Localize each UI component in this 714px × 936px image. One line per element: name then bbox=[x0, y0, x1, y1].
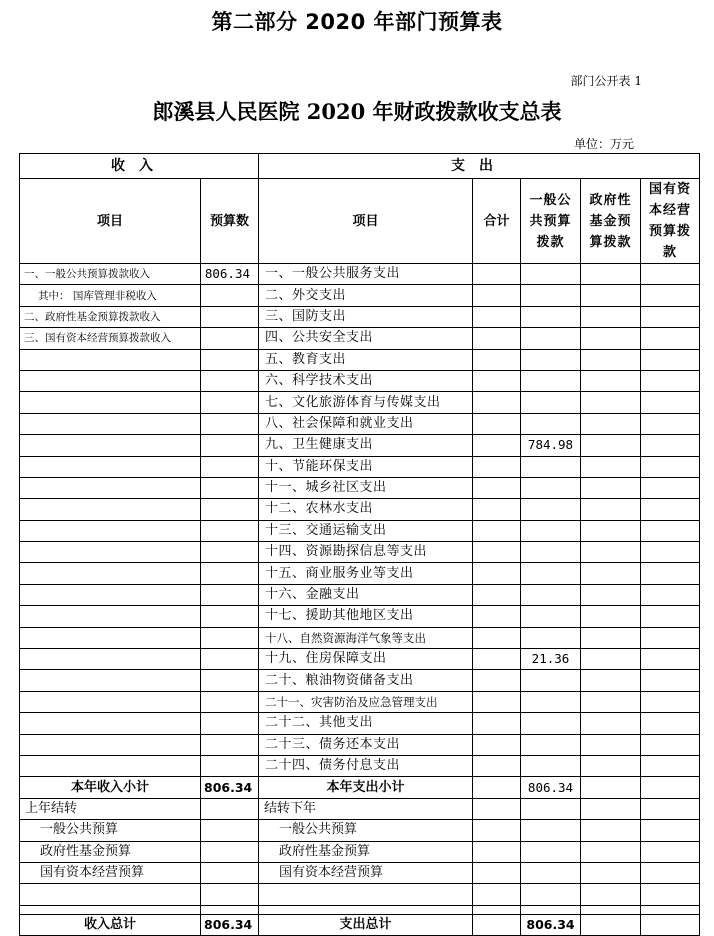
table-row bbox=[20, 413, 700, 434]
table-row bbox=[20, 542, 700, 563]
expense-item: 十四、资源勘探信息等支出 bbox=[259, 542, 473, 563]
expense-general-budget bbox=[521, 713, 581, 734]
table-cell bbox=[259, 884, 473, 905]
expense-soe-budget bbox=[641, 755, 700, 776]
expense-total bbox=[473, 734, 521, 755]
expense-item: 五、教育支出 bbox=[259, 349, 473, 370]
expense-general-budget bbox=[521, 370, 581, 391]
expense-total bbox=[473, 627, 521, 648]
expense-general-budget bbox=[521, 584, 581, 605]
income-item bbox=[20, 477, 201, 498]
expense-fund-budget bbox=[581, 392, 641, 413]
table-cell bbox=[20, 905, 201, 914]
expense-total bbox=[473, 520, 521, 541]
part-title: 第二部分 2020 年部门预算表 bbox=[211, 10, 503, 34]
table-cell bbox=[641, 820, 700, 841]
income-amount bbox=[201, 520, 259, 541]
expense-fund-budget bbox=[581, 734, 641, 755]
income-amount bbox=[201, 499, 259, 520]
expense-total bbox=[473, 713, 521, 734]
expense-item: 十三、交通运输支出 bbox=[259, 520, 473, 541]
table-cell bbox=[521, 884, 581, 905]
income-amount bbox=[201, 306, 259, 327]
expense-subtotal-general: 806.34 bbox=[521, 777, 581, 798]
income-amount bbox=[201, 691, 259, 712]
expense-general-budget bbox=[521, 456, 581, 477]
expense-fund-budget bbox=[581, 328, 641, 349]
col-fund-budget: 政府性基金预算拨款 bbox=[581, 179, 641, 264]
carryover-in-label: 上年结转 bbox=[20, 798, 201, 819]
table-row bbox=[20, 328, 700, 349]
expense-subtotal-fund bbox=[581, 777, 641, 798]
carry-item-row bbox=[20, 862, 700, 883]
table-cell bbox=[581, 862, 641, 883]
income-item bbox=[20, 520, 201, 541]
carry-item-row bbox=[20, 820, 700, 841]
expense-item: 二十、粮油物资储备支出 bbox=[259, 670, 473, 691]
income-amount bbox=[201, 349, 259, 370]
table-cell bbox=[581, 841, 641, 862]
income-amount bbox=[201, 584, 259, 605]
expense-soe-budget bbox=[641, 413, 700, 434]
expense-fund-budget bbox=[581, 670, 641, 691]
expense-soe-budget bbox=[641, 264, 700, 285]
income-amount bbox=[201, 477, 259, 498]
expense-total bbox=[473, 435, 521, 456]
income-amount bbox=[201, 542, 259, 563]
income-item bbox=[20, 734, 201, 755]
expense-total bbox=[473, 691, 521, 712]
income-item bbox=[20, 349, 201, 370]
expense-fund-budget bbox=[581, 542, 641, 563]
expense-general-budget: 21.36 bbox=[521, 649, 581, 670]
expense-total bbox=[473, 285, 521, 306]
table-row bbox=[20, 563, 700, 584]
expense-fund-budget bbox=[581, 456, 641, 477]
income-amount bbox=[201, 734, 259, 755]
table-cell bbox=[641, 841, 700, 862]
carryover-in-item: 政府性基金预算 bbox=[20, 841, 201, 862]
expense-total bbox=[473, 392, 521, 413]
carryover-out-item: 国有资本经营预算 bbox=[259, 862, 473, 883]
income-amount: 806.34 bbox=[201, 264, 259, 285]
income-amount bbox=[201, 285, 259, 306]
table-cell bbox=[581, 884, 641, 905]
expense-soe-budget bbox=[641, 649, 700, 670]
blank-row bbox=[20, 884, 700, 905]
expense-total bbox=[473, 370, 521, 391]
expense-general-budget bbox=[521, 520, 581, 541]
table-cell bbox=[521, 841, 581, 862]
expense-general-budget: 784.98 bbox=[521, 435, 581, 456]
table-row bbox=[20, 713, 700, 734]
expense-general-budget bbox=[521, 563, 581, 584]
expense-header: 支出 bbox=[259, 154, 700, 179]
income-item bbox=[20, 370, 201, 391]
income-item: 三、国有资本经营预算拨款收入 bbox=[20, 328, 201, 349]
expense-soe-budget bbox=[641, 435, 700, 456]
expense-fund-budget bbox=[581, 563, 641, 584]
grand-total-row bbox=[20, 914, 700, 935]
table-cell bbox=[473, 862, 521, 883]
income-amount bbox=[201, 328, 259, 349]
expense-grand-total bbox=[473, 914, 521, 935]
expense-soe-budget bbox=[641, 520, 700, 541]
expense-item: 二十一、灾害防治及应急管理支出 bbox=[259, 691, 473, 712]
expense-general-budget bbox=[521, 306, 581, 327]
income-total-label: 收入总计 bbox=[20, 914, 201, 935]
table-cell bbox=[581, 905, 641, 914]
expense-fund-budget bbox=[581, 370, 641, 391]
expense-general-budget bbox=[521, 392, 581, 413]
table-cell bbox=[581, 820, 641, 841]
expense-fund-budget bbox=[581, 477, 641, 498]
spacer-row bbox=[20, 905, 700, 914]
income-amount bbox=[201, 755, 259, 776]
expense-total bbox=[473, 477, 521, 498]
expense-total bbox=[473, 542, 521, 563]
col-general-budget: 一般公共预算拨款 bbox=[521, 179, 581, 264]
income-amount bbox=[201, 713, 259, 734]
expense-soe-budget bbox=[641, 542, 700, 563]
subtotal-row bbox=[20, 777, 700, 798]
expense-item: 一、一般公共服务支出 bbox=[259, 264, 473, 285]
table-row bbox=[20, 264, 700, 285]
income-item bbox=[20, 649, 201, 670]
expense-fund-budget bbox=[581, 413, 641, 434]
form-number: 部门公开表 1 bbox=[570, 74, 642, 88]
expense-item: 二十四、债务付息支出 bbox=[259, 755, 473, 776]
income-amount bbox=[201, 413, 259, 434]
income-item bbox=[20, 542, 201, 563]
expense-fund-budget bbox=[581, 755, 641, 776]
expense-fund-budget bbox=[581, 649, 641, 670]
expense-item: 十六、金融支出 bbox=[259, 584, 473, 605]
income-amount bbox=[201, 670, 259, 691]
expense-general-budget bbox=[521, 691, 581, 712]
expense-total bbox=[473, 306, 521, 327]
table-row bbox=[20, 435, 700, 456]
expense-fund-budget bbox=[581, 264, 641, 285]
expense-total bbox=[473, 413, 521, 434]
expense-item: 十七、援助其他地区支出 bbox=[259, 606, 473, 627]
expense-general-budget bbox=[521, 627, 581, 648]
col-soe-budget: 国有资本经营预算拨款 bbox=[641, 179, 700, 264]
table-row bbox=[20, 584, 700, 605]
expense-fund-budget bbox=[581, 435, 641, 456]
expense-general-budget bbox=[521, 349, 581, 370]
expense-fund-budget bbox=[581, 349, 641, 370]
income-item bbox=[20, 755, 201, 776]
expense-general-budget bbox=[521, 734, 581, 755]
unit-label: 单位：万元 bbox=[573, 137, 634, 151]
table-row bbox=[20, 691, 700, 712]
carryover-in-amount bbox=[201, 820, 259, 841]
col-budget: 预算数 bbox=[201, 179, 259, 264]
expense-soe-budget bbox=[641, 349, 700, 370]
expense-soe-budget bbox=[641, 584, 700, 605]
expense-general-budget bbox=[521, 477, 581, 498]
table-row bbox=[20, 477, 700, 498]
expense-fund-budget bbox=[581, 499, 641, 520]
table-cell bbox=[521, 798, 581, 819]
col-exp-item: 项目 bbox=[259, 179, 473, 264]
expense-soe-budget bbox=[641, 627, 700, 648]
expense-total-fund bbox=[581, 914, 641, 935]
expense-fund-budget bbox=[581, 520, 641, 541]
expense-soe-budget bbox=[641, 370, 700, 391]
table-cell bbox=[641, 884, 700, 905]
expense-item: 六、科学技术支出 bbox=[259, 370, 473, 391]
carryover-in-item: 一般公共预算 bbox=[20, 820, 201, 841]
expense-soe-budget bbox=[641, 499, 700, 520]
table-row bbox=[20, 285, 700, 306]
income-item bbox=[20, 627, 201, 648]
income-item: 其中： 国库管理非税收入 bbox=[20, 285, 201, 306]
expense-item: 二十三、债务还本支出 bbox=[259, 734, 473, 755]
table-cell bbox=[473, 884, 521, 905]
income-subtotal-amount: 806.34 bbox=[201, 777, 259, 798]
expense-soe-budget bbox=[641, 606, 700, 627]
table-cell bbox=[641, 862, 700, 883]
expense-item: 二十二、其他支出 bbox=[259, 713, 473, 734]
expense-total bbox=[473, 456, 521, 477]
table-row bbox=[20, 499, 700, 520]
expense-soe-budget bbox=[641, 285, 700, 306]
expense-total bbox=[473, 264, 521, 285]
expense-item: 十一、城乡社区支出 bbox=[259, 477, 473, 498]
carryover-in-item: 国有资本经营预算 bbox=[20, 862, 201, 883]
expense-item: 七、文化旅游体育与传媒支出 bbox=[259, 392, 473, 413]
table-cell bbox=[259, 905, 473, 914]
expense-general-budget bbox=[521, 542, 581, 563]
expense-subtotal-label: 本年支出小计 bbox=[259, 777, 473, 798]
page-title: 郎溪县人民医院 2020 年财政拨款收支总表 bbox=[152, 99, 562, 124]
col-total: 合计 bbox=[473, 179, 521, 264]
expense-total bbox=[473, 563, 521, 584]
table-row bbox=[20, 649, 700, 670]
table-row bbox=[20, 306, 700, 327]
income-item bbox=[20, 563, 201, 584]
table-row bbox=[20, 627, 700, 648]
expense-fund-budget bbox=[581, 627, 641, 648]
expense-total bbox=[473, 670, 521, 691]
carry-item-row bbox=[20, 841, 700, 862]
income-item bbox=[20, 691, 201, 712]
table-cell bbox=[521, 862, 581, 883]
income-amount bbox=[201, 606, 259, 627]
carryover-in-amount bbox=[201, 841, 259, 862]
income-header: 收入 bbox=[20, 154, 259, 179]
table-cell bbox=[20, 884, 201, 905]
expense-item: 九、卫生健康支出 bbox=[259, 435, 473, 456]
income-amount bbox=[201, 392, 259, 413]
income-amount bbox=[201, 456, 259, 477]
expense-total bbox=[473, 349, 521, 370]
expense-fund-budget bbox=[581, 713, 641, 734]
expense-soe-budget bbox=[641, 477, 700, 498]
expense-total bbox=[473, 649, 521, 670]
expense-fund-budget bbox=[581, 584, 641, 605]
table-cell bbox=[201, 884, 259, 905]
table-row bbox=[20, 670, 700, 691]
table-row bbox=[20, 755, 700, 776]
table-row bbox=[20, 349, 700, 370]
table-cell bbox=[641, 798, 700, 819]
income-amount bbox=[201, 563, 259, 584]
table-row bbox=[20, 456, 700, 477]
expense-fund-budget bbox=[581, 285, 641, 306]
expense-item: 十八、自然资源海洋气象等支出 bbox=[259, 627, 473, 648]
table-row bbox=[20, 392, 700, 413]
income-amount bbox=[201, 649, 259, 670]
expense-soe-budget bbox=[641, 392, 700, 413]
expense-item: 十五、商业服务业等支出 bbox=[259, 563, 473, 584]
income-amount bbox=[201, 627, 259, 648]
expense-item: 十、节能环保支出 bbox=[259, 456, 473, 477]
table-cell bbox=[521, 820, 581, 841]
carryover-out-label: 结转下年 bbox=[259, 798, 473, 819]
income-item bbox=[20, 584, 201, 605]
col-item: 项目 bbox=[20, 179, 201, 264]
carryover-out-item: 一般公共预算 bbox=[259, 820, 473, 841]
expense-item: 十二、农林水支出 bbox=[259, 499, 473, 520]
income-item bbox=[20, 499, 201, 520]
table-cell bbox=[473, 841, 521, 862]
carryover-in-amount bbox=[201, 862, 259, 883]
income-item bbox=[20, 413, 201, 434]
table-cell bbox=[581, 798, 641, 819]
expense-total bbox=[473, 755, 521, 776]
table-cell bbox=[473, 798, 521, 819]
table-row bbox=[20, 606, 700, 627]
expense-general-budget bbox=[521, 328, 581, 349]
income-item bbox=[20, 435, 201, 456]
income-item bbox=[20, 456, 201, 477]
expense-total bbox=[473, 606, 521, 627]
expense-soe-budget bbox=[641, 563, 700, 584]
income-item bbox=[20, 670, 201, 691]
expense-general-budget bbox=[521, 670, 581, 691]
expense-item: 十九、住房保障支出 bbox=[259, 649, 473, 670]
expense-total-label: 支出总计 bbox=[259, 914, 473, 935]
table-cell bbox=[201, 905, 259, 914]
expense-soe-budget bbox=[641, 328, 700, 349]
income-item: 二、政府性基金预算拨款收入 bbox=[20, 306, 201, 327]
expense-general-budget bbox=[521, 499, 581, 520]
expense-soe-budget bbox=[641, 713, 700, 734]
expense-total-general: 806.34 bbox=[521, 914, 581, 935]
table-row bbox=[20, 734, 700, 755]
income-subtotal-label: 本年收入小计 bbox=[20, 777, 201, 798]
expense-item: 三、国防支出 bbox=[259, 306, 473, 327]
carryover-in-amount bbox=[201, 798, 259, 819]
expense-total bbox=[473, 584, 521, 605]
table-cell bbox=[641, 905, 700, 914]
budget-summary-table bbox=[19, 153, 700, 936]
expense-general-budget bbox=[521, 264, 581, 285]
expense-item: 二、外交支出 bbox=[259, 285, 473, 306]
expense-total bbox=[473, 499, 521, 520]
expense-fund-budget bbox=[581, 306, 641, 327]
expense-general-budget bbox=[521, 606, 581, 627]
table-cell bbox=[521, 905, 581, 914]
income-item: 一、一般公共预算拨款收入 bbox=[20, 264, 201, 285]
table-cell bbox=[473, 905, 521, 914]
expense-general-budget bbox=[521, 413, 581, 434]
income-item bbox=[20, 392, 201, 413]
expense-soe-budget bbox=[641, 670, 700, 691]
income-amount bbox=[201, 435, 259, 456]
expense-item: 四、公共安全支出 bbox=[259, 328, 473, 349]
carry-row bbox=[20, 798, 700, 819]
expense-soe-budget bbox=[641, 306, 700, 327]
expense-soe-budget bbox=[641, 734, 700, 755]
expense-total-soe bbox=[641, 914, 700, 935]
carryover-out-item: 政府性基金预算 bbox=[259, 841, 473, 862]
expense-fund-budget bbox=[581, 606, 641, 627]
income-amount bbox=[201, 370, 259, 391]
table-row bbox=[20, 520, 700, 541]
column-header-row bbox=[20, 179, 700, 264]
table-row bbox=[20, 370, 700, 391]
expense-fund-budget bbox=[581, 691, 641, 712]
income-item bbox=[20, 713, 201, 734]
expense-total bbox=[473, 328, 521, 349]
expense-general-budget bbox=[521, 285, 581, 306]
expense-soe-budget bbox=[641, 456, 700, 477]
expense-item: 八、社会保障和就业支出 bbox=[259, 413, 473, 434]
section-header-row bbox=[20, 154, 700, 179]
table-cell bbox=[473, 820, 521, 841]
income-total-amount: 806.34 bbox=[201, 914, 259, 935]
expense-subtotal-soe bbox=[641, 777, 700, 798]
expense-soe-budget bbox=[641, 691, 700, 712]
expense-general-budget bbox=[521, 755, 581, 776]
expense-subtotal-total bbox=[473, 777, 521, 798]
income-item bbox=[20, 606, 201, 627]
